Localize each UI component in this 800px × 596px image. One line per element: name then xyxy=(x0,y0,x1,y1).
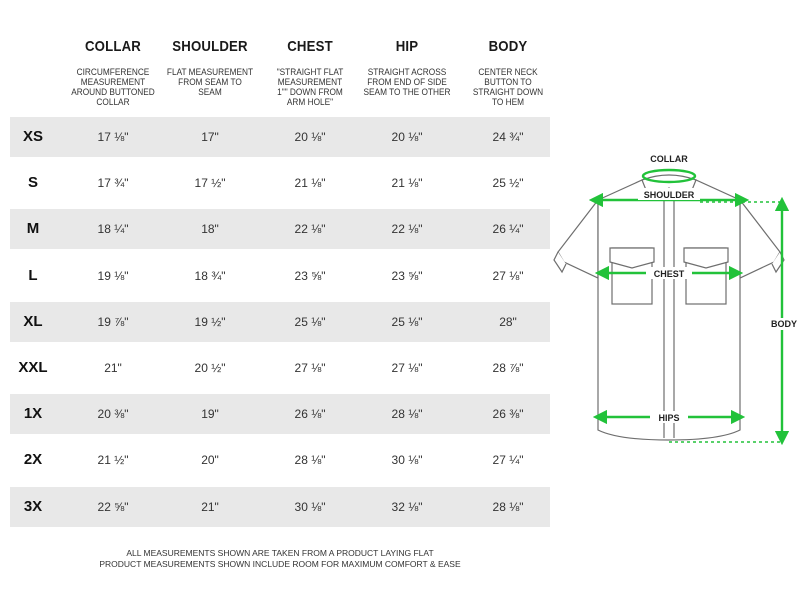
measurement-cell-hip: 32 ⅛" xyxy=(391,499,423,514)
size-label: S xyxy=(27,174,38,192)
measurement-cell-hip: 21 ⅛" xyxy=(391,176,423,191)
measurement-cell-chest: 22 ⅛" xyxy=(294,222,326,237)
size-row-l xyxy=(10,256,550,296)
measurement-cell-hip: 30 ⅛" xyxy=(391,453,423,468)
measurement-cell-hip: 20 ⅛" xyxy=(391,130,423,144)
column-description-line: FROM END OF SIDE xyxy=(367,77,447,87)
column-description-line: FLAT MEASUREMENT xyxy=(166,67,254,77)
size-row-3x xyxy=(10,487,550,527)
measurement-cell-body: 27 ⅛" xyxy=(492,268,524,283)
measurement-cell-shoulder: 18 ¾" xyxy=(194,268,226,283)
column-description-line: FROM SEAM TO xyxy=(178,77,242,87)
column-description-line: "STRAIGHT FLAT xyxy=(276,67,344,77)
column-description-line: BUTTON TO xyxy=(484,77,532,87)
size-label: 1X xyxy=(23,405,43,423)
measurement-cell-shoulder: 20" xyxy=(201,453,219,468)
shirt-diagram-svg xyxy=(550,140,800,460)
size-row-1x xyxy=(10,394,550,434)
column-description-line: AROUND BUTTONED xyxy=(71,87,155,97)
size-row-xxl xyxy=(10,348,550,388)
measurement-footnote xyxy=(80,548,480,570)
measurement-cell-collar: 21 ½" xyxy=(97,453,129,468)
measurement-cell-shoulder: 18" xyxy=(201,222,219,237)
shirt-illustration xyxy=(554,175,784,440)
column-description-line: CIRCUMFERENCE xyxy=(76,67,150,77)
column-description-line: 1"" DOWN FROM xyxy=(277,87,343,97)
column-description-shoulder xyxy=(160,67,259,97)
measurement-cell-body: 27 ¼" xyxy=(492,453,524,468)
measurement-cell-hip: 22 ⅛" xyxy=(391,222,423,237)
measurement-cell-shoulder: 19 ½" xyxy=(194,314,226,329)
column-description-line: COLLAR xyxy=(96,97,130,107)
measurement-cell-shoulder: 19" xyxy=(201,407,219,422)
measurement-cell-collar: 19 ⅛" xyxy=(97,268,129,283)
measurement-cell-chest: 25 ⅛" xyxy=(294,314,326,329)
column-header-body: BODY xyxy=(488,38,528,55)
body-diagram-label: BODY xyxy=(770,319,798,329)
shoulder-diagram-label: SHOULDER xyxy=(643,190,695,200)
measurement-cell-shoulder: 20 ½" xyxy=(194,361,226,375)
measurement-cell-body: 26 ⅜" xyxy=(492,407,524,422)
column-description-chest xyxy=(260,67,359,107)
measurement-cell-collar: 19 ⅞" xyxy=(97,314,129,329)
size-label: L xyxy=(28,266,38,284)
size-label: 3X xyxy=(23,497,43,515)
measurement-cell-collar: 21" xyxy=(104,361,122,375)
size-row-xs xyxy=(10,117,550,157)
footnote-line-2: PRODUCT MEASUREMENTS SHOWN INCLUDE ROOM FOR MAXIMUM COMFORT & EASE xyxy=(99,559,461,569)
measurement-cell-shoulder: 17 ½" xyxy=(194,176,226,191)
measurement-cell-body: 28 ⅛" xyxy=(492,499,524,514)
measurement-cell-collar: 17 ¾" xyxy=(97,176,129,191)
column-description-collar xyxy=(63,67,162,107)
column-description-hip xyxy=(357,67,456,97)
column-description-line: MEASUREMENT xyxy=(277,77,343,87)
size-row-s xyxy=(10,163,550,203)
measurement-cell-chest: 28 ⅛" xyxy=(294,453,326,468)
chest-diagram-label: CHEST xyxy=(653,269,685,279)
measurement-cell-chest: 23 ⅝" xyxy=(294,268,326,283)
column-description-line: TO HEM xyxy=(491,97,525,107)
measurement-cell-chest: 21 ⅛" xyxy=(294,176,326,191)
measurement-cell-hip: 23 ⅝" xyxy=(391,268,423,283)
column-description-line: STRAIGHT DOWN xyxy=(472,87,544,97)
measurement-cell-hip: 27 ⅛" xyxy=(391,361,423,375)
column-description-body xyxy=(458,67,557,107)
measurement-cell-body: 25 ½" xyxy=(492,176,524,191)
measurement-cell-body: 28 ⅞" xyxy=(492,361,524,375)
column-description-line: SEAM xyxy=(198,87,222,97)
column-description-line: STRAIGHT ACROSS xyxy=(367,67,447,77)
column-description-line: CENTER NECK xyxy=(478,67,538,77)
measurement-cell-chest: 30 ⅛" xyxy=(294,499,326,514)
size-label: XL xyxy=(23,312,43,330)
measurement-cell-collar: 18 ¼" xyxy=(97,222,129,237)
column-description-line: SEAM TO THE OTHER xyxy=(363,87,451,97)
measurement-cell-chest: 26 ⅛" xyxy=(294,407,326,422)
size-row-2x xyxy=(10,440,550,480)
measurement-cell-body: 28" xyxy=(499,314,517,329)
size-label: XXL xyxy=(18,359,48,376)
column-header-chest: CHEST xyxy=(287,38,333,55)
measurement-cell-collar: 22 ⅝" xyxy=(97,499,129,514)
column-header-shoulder: SHOULDER xyxy=(172,38,248,55)
measurement-cell-hip: 25 ⅛" xyxy=(391,314,423,329)
collar-diagram-label: COLLAR xyxy=(650,154,688,164)
column-header-collar: COLLAR xyxy=(84,38,142,55)
measurement-cell-chest: 27 ⅛" xyxy=(294,361,326,375)
measurement-cell-body: 24 ¾" xyxy=(492,130,524,144)
column-header-hip: HIP xyxy=(395,38,419,55)
size-row-xl xyxy=(10,302,550,342)
measurement-cell-body: 26 ¼" xyxy=(492,222,524,237)
column-description-line: MEASUREMENT xyxy=(80,77,146,87)
measurement-cell-collar: 17 ⅛" xyxy=(97,130,129,144)
measurement-cell-shoulder: 17" xyxy=(201,130,219,144)
measurement-cell-hip: 28 ⅛" xyxy=(391,407,423,422)
hips-diagram-label: HIPS xyxy=(658,413,680,423)
shirt-measurement-diagram xyxy=(550,140,800,460)
size-row-m xyxy=(10,209,550,249)
column-description-line: ARM HOLE" xyxy=(286,97,334,107)
size-label: XS xyxy=(22,128,43,145)
shirt-torso xyxy=(598,180,740,440)
size-label: M xyxy=(26,220,40,238)
measurement-cell-collar: 20 ⅜" xyxy=(97,407,129,422)
size-label: 2X xyxy=(23,451,43,469)
footnote-line-1: ALL MEASUREMENTS SHOWN ARE TAKEN FROM A PRODUCT LAYING FLAT xyxy=(126,548,434,558)
measurement-cell-chest: 20 ⅛" xyxy=(294,130,326,144)
measurement-cell-shoulder: 21" xyxy=(201,499,219,514)
